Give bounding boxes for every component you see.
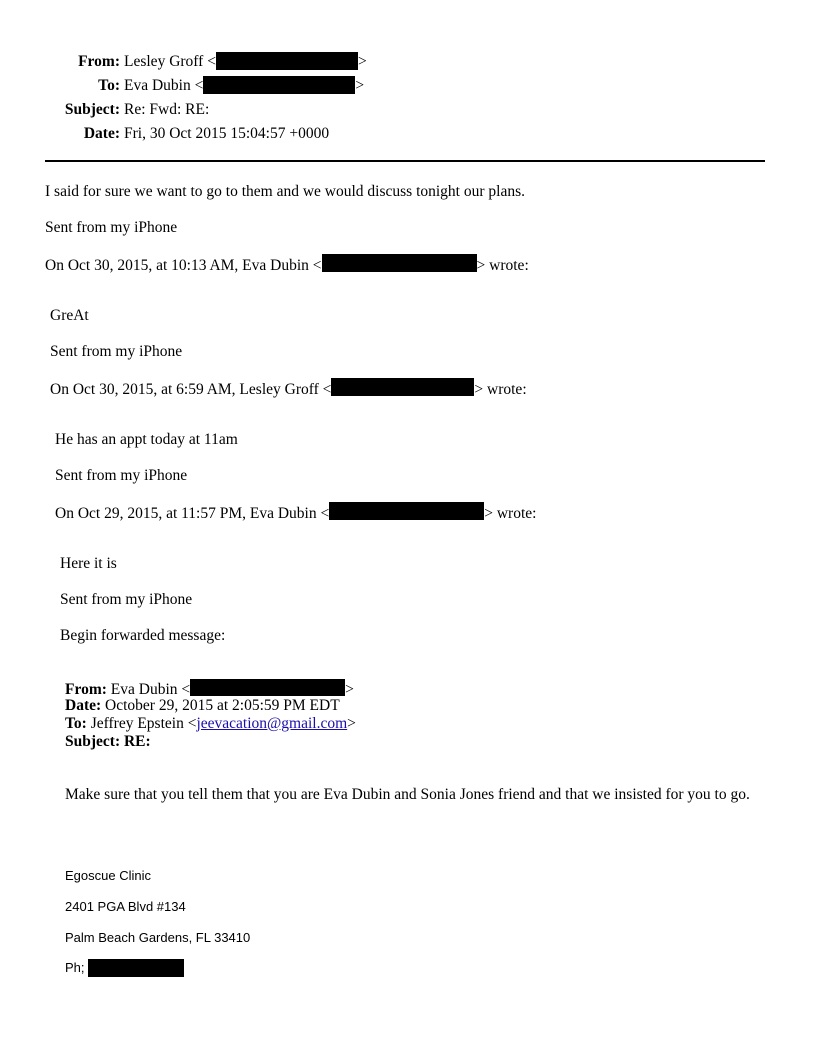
sent-from-iphone: Sent from my iPhone	[55, 467, 188, 484]
subject-value: Re: Fwd: RE:	[124, 101, 210, 118]
date-row	[45, 124, 367, 148]
email-link[interactable]: jeevacation@gmail.com	[196, 715, 348, 732]
fwd-subject-row	[65, 733, 151, 751]
to-value: Eva Dubin <	[124, 77, 204, 94]
fwd-subject-value: RE:	[120, 733, 151, 750]
quote-attribution	[50, 378, 527, 400]
redaction-block	[190, 679, 345, 696]
quote-attribution	[45, 254, 529, 276]
date-value: Fri, 30 Oct 2015 15:04:57 +0000	[124, 125, 330, 142]
message-line: Here it is	[60, 555, 117, 572]
sent-from-iphone: Sent from my iPhone	[50, 343, 183, 360]
redaction-block	[216, 52, 358, 70]
quote-attribution-post: > wrote:	[474, 381, 527, 398]
fwd-date-label: Date:	[65, 697, 102, 714]
email-header	[45, 52, 367, 148]
from-label: From:	[78, 53, 120, 70]
fwd-to-row	[65, 715, 356, 733]
from-row	[45, 52, 367, 76]
sent-from-iphone: Sent from my iPhone	[45, 219, 178, 236]
fwd-to-label: To:	[65, 715, 87, 732]
forwarded-message-body: Make sure that you tell them that you are Eva Dubin and Sonia Jones friend and that we insisted for you to go.	[65, 786, 750, 803]
from-close: >	[357, 53, 367, 70]
fwd-from-value: Eva Dubin <	[106, 681, 191, 698]
from-value: Lesley Groff <	[124, 53, 216, 70]
quote-attribution-post: > wrote:	[484, 505, 537, 522]
fwd-date-row	[65, 697, 340, 715]
fwd-subject-label: Subject:	[65, 733, 121, 750]
begin-forwarded-message: Begin forwarded message:	[60, 627, 226, 644]
fwd-from-close: >	[345, 681, 354, 698]
fwd-to-value: Jeffrey Epstein <	[86, 715, 197, 732]
redaction-block	[203, 76, 355, 94]
message-line: GreAt	[50, 307, 89, 324]
clinic-phone	[65, 958, 184, 978]
fwd-from-row	[65, 679, 354, 699]
clinic-name: Egoscue Clinic	[65, 868, 151, 883]
phone-label: Ph;	[65, 960, 85, 975]
quote-attribution-post: > wrote:	[476, 257, 529, 274]
subject-row	[45, 100, 367, 124]
redaction-block	[322, 254, 477, 272]
redaction-block	[331, 378, 474, 396]
to-row	[45, 76, 367, 100]
subject-label: Subject:	[64, 101, 120, 118]
to-label: To:	[98, 77, 120, 94]
redaction-block	[329, 502, 484, 520]
fwd-from-label: From:	[65, 681, 107, 698]
redaction-block	[88, 959, 184, 977]
clinic-city: Palm Beach Gardens, FL 33410	[65, 930, 251, 945]
quote-attribution-pre: On Oct 29, 2015, at 11:57 PM, Eva Dubin <	[55, 505, 330, 522]
sent-from-iphone: Sent from my iPhone	[60, 591, 193, 608]
fwd-to-close: >	[347, 715, 356, 732]
date-label: Date:	[83, 125, 120, 142]
quote-attribution	[55, 502, 536, 524]
message-line: I said for sure we want to go to them and we would discuss tonight our plans.	[45, 183, 525, 200]
message-line: He has an appt today at 11am	[55, 431, 238, 448]
to-close: >	[355, 77, 365, 94]
clinic-address: 2401 PGA Blvd #134	[65, 899, 186, 914]
fwd-date-value: October 29, 2015 at 2:05:59 PM EDT	[101, 697, 340, 714]
header-divider	[45, 160, 765, 162]
quote-attribution-pre: On Oct 30, 2015, at 6:59 AM, Lesley Groff <	[50, 381, 332, 398]
quote-attribution-pre: On Oct 30, 2015, at 10:13 AM, Eva Dubin <	[45, 257, 322, 274]
